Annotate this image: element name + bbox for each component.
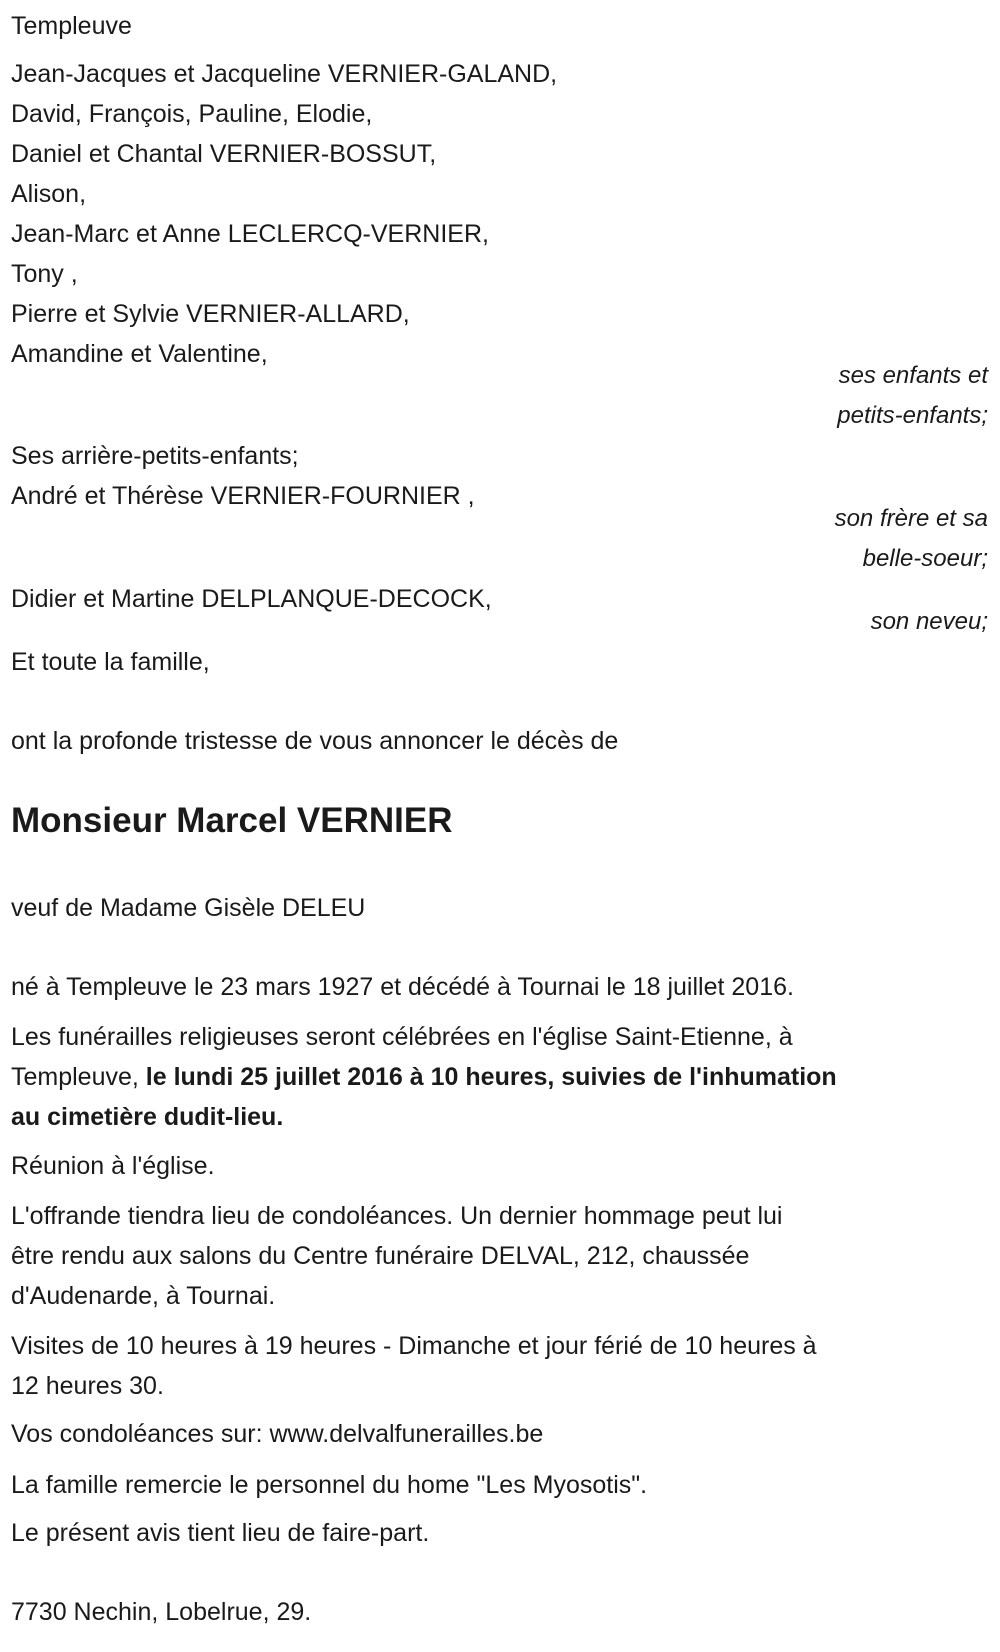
offering: L'offrande tiendra lieu de condoléances. Un dernier hommage peut lui être rendu aux salons du Centre funéraire DELVAL, 212, chaussée d'Audenarde, à Tournai. — [11, 1202, 783, 1310]
notice: Le présent avis tient lieu de faire-part. — [11, 1519, 430, 1547]
address: 7730 Nechin, Lobelrue, 29. — [11, 1598, 312, 1626]
thanks: La famille remercie le personnel du home "Les Myosotis". — [11, 1471, 648, 1499]
family-group-nephew: Didier et Martine DELPLANQUE-DECOCK, — [11, 585, 492, 613]
widower-of: veuf de Madame Gisèle DELEU — [11, 894, 366, 922]
announcement: ont la profonde tristesse de vous annoncer le décès de — [11, 727, 619, 755]
condolences: Vos condoléances sur: www.delvalfunerailles.be — [11, 1420, 544, 1448]
relation-nephew: son neveu; — [870, 608, 988, 635]
funeral-intro: Les funérailles religieuses seront célébrées en l'église Saint-Etienne, à Templeuve, — [11, 1023, 793, 1091]
relation-sibling: son frère et sa belle-soeur; — [834, 505, 988, 572]
birth-death: né à Templeuve le 23 mars 1927 et décédé à Tournai le 18 juillet 2016. — [11, 973, 794, 1001]
funeral-details — [11, 1017, 986, 1137]
funeral-date: le lundi 25 juillet 2016 à 10 heures, suivies de l'inhumation au cimetière dudit-lieu. — [11, 1063, 837, 1131]
relation-children: ses enfants et petits-enfants; — [837, 362, 988, 429]
family-group-children: Jean-Jacques et Jacqueline VERNIER-GALAND, David, François, Pauline, Elodie, Daniel et Chantal VERNIER-BOSSUT, Alison, Jean-Marc et Anne LECLERCQ-VERNIER, Tony , Pierre et Sylvie VERNIER-ALLARD, Amandine et Valentine, — [11, 60, 558, 368]
meeting: Réunion à l'église. — [11, 1152, 215, 1180]
family-group-sibling: Ses arrière-petits-enfants; André et Thérèse VERNIER-FOURNIER , — [11, 442, 475, 510]
visits: Visites de 10 heures à 19 heures - Dimanche et jour férié de 10 heures à 12 heures 30. — [11, 1332, 817, 1400]
deceased-name: Monsieur Marcel VERNIER — [11, 801, 453, 840]
family-all: Et toute la famille, — [11, 648, 210, 676]
location: Templeuve — [11, 12, 132, 40]
